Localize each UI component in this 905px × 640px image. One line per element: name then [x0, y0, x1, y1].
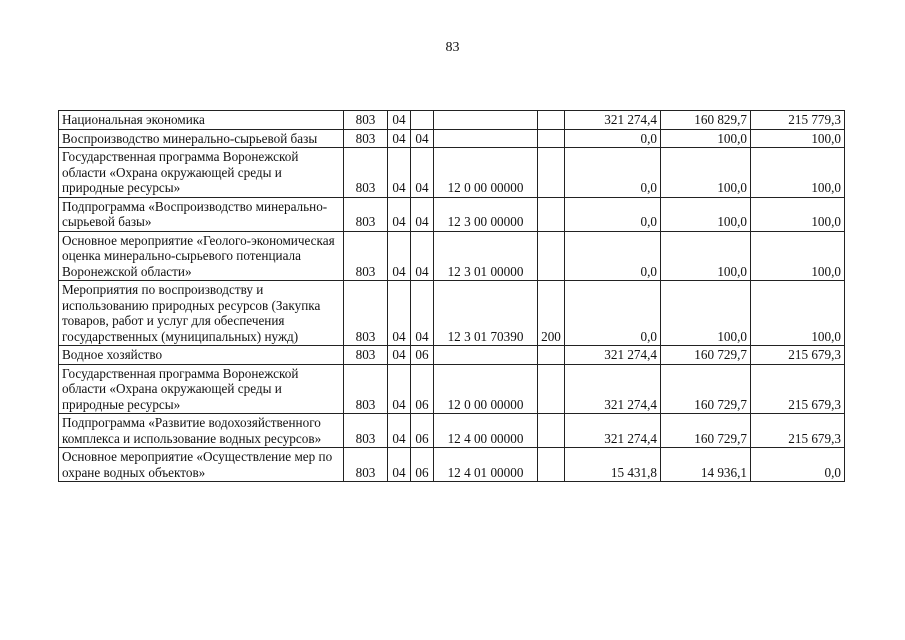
- row-name-cell: Подпрограмма «Воспроизводство минерально-сырьевой базы»: [59, 197, 344, 231]
- table-row: [59, 148, 845, 198]
- target-article-cell: 12 3 01 00000: [434, 231, 538, 281]
- subsection-code-cell: 04: [411, 231, 434, 281]
- expense-type-cell: [538, 231, 565, 281]
- table-row: [59, 448, 845, 482]
- target-article-cell: 12 0 00 00000: [434, 148, 538, 198]
- budget-table: [58, 110, 845, 482]
- amount-year2-cell: 100,0: [661, 148, 751, 198]
- table-row: [59, 281, 845, 346]
- amount-year1-cell: 0,0: [565, 197, 661, 231]
- amount-year1-cell: 321 274,4: [565, 364, 661, 414]
- grbs-code-cell: 803: [344, 111, 388, 130]
- grbs-code-cell: 803: [344, 346, 388, 365]
- amount-year1-cell: 0,0: [565, 281, 661, 346]
- subsection-code-cell: 04: [411, 197, 434, 231]
- grbs-code-cell: 803: [344, 281, 388, 346]
- section-code-cell: 04: [388, 346, 411, 365]
- amount-year1-cell: 321 274,4: [565, 346, 661, 365]
- grbs-code-cell: 803: [344, 448, 388, 482]
- target-article-cell: 12 4 00 00000: [434, 414, 538, 448]
- target-article-cell: 12 3 00 00000: [434, 197, 538, 231]
- row-name-cell: Мероприятия по воспроизводству и использованию природных ресурсов (Закупка товаров, работ и услуг для обеспечения государственных (муниципальных) нужд): [59, 281, 344, 346]
- amount-year2-cell: 100,0: [661, 281, 751, 346]
- subsection-code-cell: [411, 111, 434, 130]
- amount-year2-cell: 160 729,7: [661, 414, 751, 448]
- grbs-code-cell: 803: [344, 414, 388, 448]
- amount-year2-cell: 160 729,7: [661, 346, 751, 365]
- row-name-cell: Государственная программа Воронежской области «Охрана окружающей среды и природные ресурсы»: [59, 364, 344, 414]
- subsection-code-cell: 04: [411, 281, 434, 346]
- grbs-code-cell: 803: [344, 129, 388, 148]
- target-article-cell: 12 4 01 00000: [434, 448, 538, 482]
- table-row: [59, 231, 845, 281]
- amount-year3-cell: 100,0: [751, 197, 845, 231]
- amount-year3-cell: 100,0: [751, 148, 845, 198]
- expense-type-cell: [538, 364, 565, 414]
- amount-year1-cell: 321 274,4: [565, 111, 661, 130]
- section-code-cell: 04: [388, 281, 411, 346]
- grbs-code-cell: 803: [344, 148, 388, 198]
- section-code-cell: 04: [388, 129, 411, 148]
- amount-year1-cell: 321 274,4: [565, 414, 661, 448]
- amount-year1-cell: 0,0: [565, 231, 661, 281]
- table-row: [59, 346, 845, 365]
- expense-type-cell: [538, 148, 565, 198]
- row-name-cell: Основное мероприятие «Осуществление мер по охране водных объектов»: [59, 448, 344, 482]
- amount-year2-cell: 100,0: [661, 231, 751, 281]
- row-name-cell: Воспроизводство минерально-сырьевой базы: [59, 129, 344, 148]
- target-article-cell: [434, 111, 538, 130]
- target-article-cell: [434, 346, 538, 365]
- subsection-code-cell: 06: [411, 448, 434, 482]
- row-name-cell: Основное мероприятие «Геолого-экономическая оценка минерально-сырьевого потенциала Воронежской области»: [59, 231, 344, 281]
- grbs-code-cell: 803: [344, 364, 388, 414]
- row-name-cell: Подпрограмма «Развитие водохозяйственного комплекса и использование водных ресурсов»: [59, 414, 344, 448]
- subsection-code-cell: 04: [411, 129, 434, 148]
- amount-year1-cell: 15 431,8: [565, 448, 661, 482]
- expense-type-cell: [538, 197, 565, 231]
- expense-type-cell: [538, 129, 565, 148]
- page-number: 83: [445, 40, 460, 55]
- subsection-code-cell: 06: [411, 364, 434, 414]
- expense-type-cell: [538, 414, 565, 448]
- amount-year3-cell: 215 679,3: [751, 346, 845, 365]
- grbs-code-cell: 803: [344, 197, 388, 231]
- amount-year3-cell: 100,0: [751, 281, 845, 346]
- expense-type-cell: [538, 111, 565, 130]
- subsection-code-cell: 06: [411, 414, 434, 448]
- amount-year3-cell: 215 679,3: [751, 414, 845, 448]
- amount-year2-cell: 14 936,1: [661, 448, 751, 482]
- section-code-cell: 04: [388, 448, 411, 482]
- amount-year2-cell: 100,0: [661, 197, 751, 231]
- amount-year2-cell: 160 729,7: [661, 364, 751, 414]
- target-article-cell: [434, 129, 538, 148]
- amount-year1-cell: 0,0: [565, 148, 661, 198]
- row-name-cell: Национальная экономика: [59, 111, 344, 130]
- amount-year3-cell: 215 679,3: [751, 364, 845, 414]
- amount-year2-cell: 160 829,7: [661, 111, 751, 130]
- section-code-cell: 04: [388, 111, 411, 130]
- table-row: [59, 364, 845, 414]
- amount-year3-cell: 0,0: [751, 448, 845, 482]
- table-row: [59, 414, 845, 448]
- expense-type-cell: [538, 448, 565, 482]
- section-code-cell: 04: [388, 148, 411, 198]
- subsection-code-cell: 04: [411, 148, 434, 198]
- amount-year3-cell: 215 779,3: [751, 111, 845, 130]
- expense-type-cell: 200: [538, 281, 565, 346]
- amount-year3-cell: 100,0: [751, 129, 845, 148]
- grbs-code-cell: 803: [344, 231, 388, 281]
- row-name-cell: Государственная программа Воронежской области «Охрана окружающей среды и природные ресурсы»: [59, 148, 344, 198]
- amount-year1-cell: 0,0: [565, 129, 661, 148]
- section-code-cell: 04: [388, 414, 411, 448]
- section-code-cell: 04: [388, 364, 411, 414]
- subsection-code-cell: 06: [411, 346, 434, 365]
- target-article-cell: 12 3 01 70390: [434, 281, 538, 346]
- row-name-cell: Водное хозяйство: [59, 346, 344, 365]
- expense-type-cell: [538, 346, 565, 365]
- table-row: [59, 111, 845, 130]
- target-article-cell: 12 0 00 00000: [434, 364, 538, 414]
- budget-table-body: [59, 111, 845, 482]
- amount-year2-cell: 100,0: [661, 129, 751, 148]
- section-code-cell: 04: [388, 197, 411, 231]
- amount-year3-cell: 100,0: [751, 231, 845, 281]
- table-row: [59, 129, 845, 148]
- section-code-cell: 04: [388, 231, 411, 281]
- table-row: [59, 197, 845, 231]
